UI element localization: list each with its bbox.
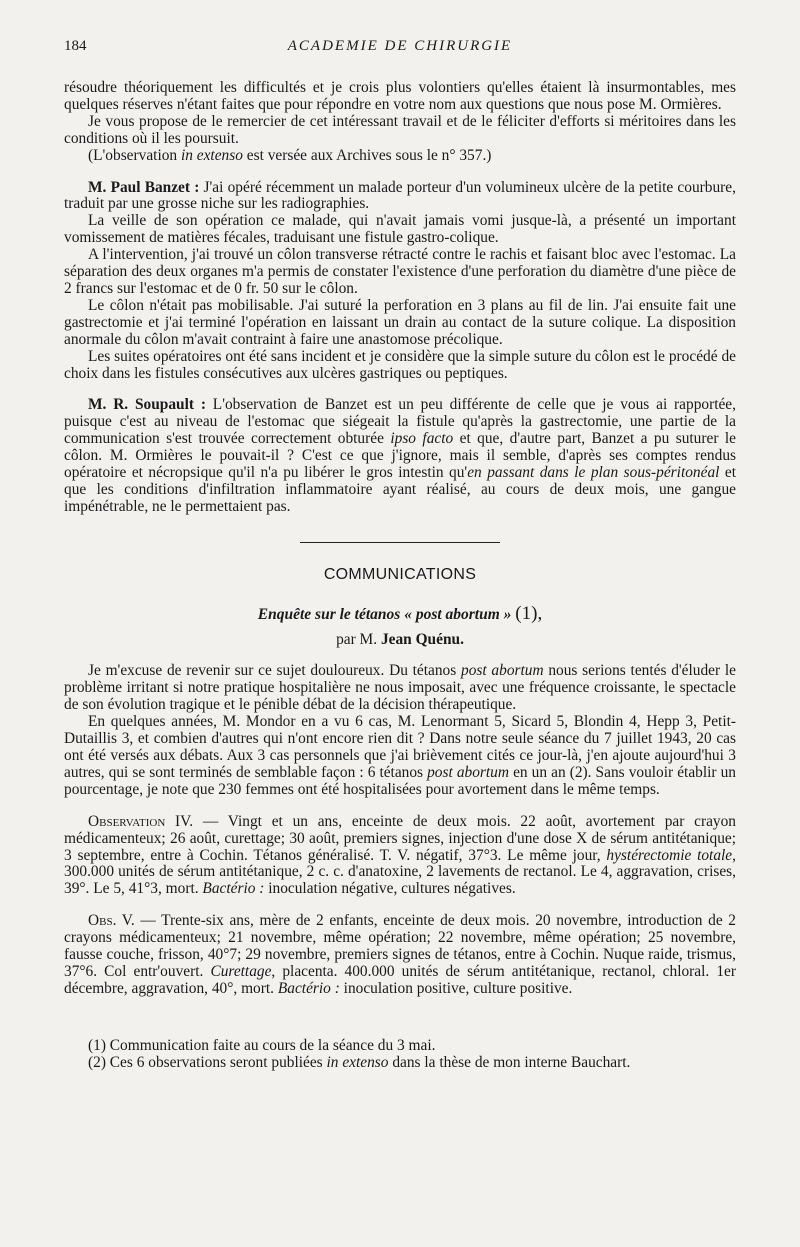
quenu-paragraph-2: En quelques années, M. Mondor en a vu 6 cas, M. Lenormant 5, Sicard 5, Blondin 4, Hepp 3, Petit-Dutaillis 3, et combien d'autres qui n'ont encore rien dit ? Dans notre seule séance du 7 juillet 1943, 20 cas ont été versés aux débats. Aux 3 cas personnels que j'ai brièvement cités ce jour-là, j'en ajoute aujourd'hui 3 autres, qui se sont terminés de semblable façon : 6 tétanos post abortum en un an (2). Sans vouloir établir un pourcentage, je note que 230 femmes ont été hospitalisées pour avortement dans le même temps. [64, 713, 736, 798]
soupault-paragraph: M. R. Soupault : L'observation de Banzet est un peu différente de celle que je vous ai rapportée, puisque c'est au niveau de l'estomac que siégeait la fistule qu'après la gastrectomie, une partie de la communication s'est trouvée correctement obturée ipso facto et que, d'autre part, Banzet a pu suturer le côlon. M. Ormières le pouvait-il ? C'est ce que j'ignore, mais il semble, d'après ses comptes rendus opératoire et nécropsique qu'il n'a pu libérer le gros intestin qu'en passant dans le plan sous-péritonéal et que les conditions d'infiltration inflammatoire ayant réalisé, au cours de deux mois, une gangue impénétrable, ne le permettaient pas. [64, 396, 736, 515]
observation-4: Observation IV. — Vingt et un ans, enceinte de deux mois. 22 août, avortement par crayon médicamenteux; 26 août, curettage; 30 août, premiers signes, injection d'une dose X de sérum antitétanique; 3 septembre, entre à Cochin. Tétanos généralisé. T. V. négatif, 37°3. Le même jour, hystérectomie totale, 300.000 unités de sérum antitétanique, 2 c. c. d'anatoxine, 2 lavements de rectanol. Le 4, aggravation, crises, 39°. Le 5, 41°3, mort. Bactério : inoculation négative, cultures négatives. [64, 812, 736, 898]
footnote-1: (1) Communication faite au cours de la séance du 3 mai. [88, 1036, 436, 1054]
footnotes [64, 1038, 736, 1072]
page-header [64, 38, 736, 60]
observation-5: Obs. V. — Trente-six ans, mère de 2 enfants, enceinte de deux mois. 20 novembre, introduction de 2 crayons médicamenteux; 21 novembre, même opération; 22 novembre, même opération; 25 novembre, fausse couche, frisson, 40°7; 29 novembre, premiers signes de tétanos, entre à Cochin. Nuque raide, trismus, 37°6. Col entr'ouvert. Curettage, placenta. 400.000 unités de sérum antitétanique, rectanol, chloral. 1er décembre, aggravation, 40°, mort. Bactério : inoculation positive, culture positive. [64, 912, 736, 997]
banzet-paragraph-3: A l'intervention, j'ai trouvé un côlon transverse rétracté contre le rachis et faisant bloc avec l'estomac. La séparation des deux organes m'a permis de constater l'existence d'une perforation du diamètre d'une pièce de 2 francs sur l'estomac et de 0 fr. 50 sur le côlon. [64, 246, 736, 297]
article-title: Enquête sur le tétanos « post abortum » (1), [257, 602, 543, 624]
section-divider [300, 542, 500, 543]
observation-label: Observation IV. [88, 812, 194, 830]
footnote-2: (2) Ces 6 observations seront publiées in extenso dans la thèse de mon interne Bauchart. [88, 1053, 631, 1071]
quenu-paragraph-1: Je m'excuse de revenir sur ce sujet douloureux. Du tétanos post abortum nous serions tentés d'éluder le problème irritant si notre pratique hospitalière ne nous imposait, avec une fréquence croissante, le spectacle de son évolution tragique et le pénible débat de la décision thérapeutique. [64, 662, 736, 714]
intro-paragraph-1: résoudre théoriquement les difficultés et je crois plus volontiers qu'elles étaient là insurmontables, mes quelques réserves n'étant faites que pour répondre en votre nom aux questions que nous pose M. Ormières. [64, 79, 736, 113]
running-title: ACADEMIE DE CHIRURGIE [287, 38, 513, 54]
section-title: COMMUNICATIONS [323, 565, 477, 583]
observation-label: Obs. V. [88, 912, 135, 930]
banzet-paragraph-4: Le côlon n'était pas mobilisable. J'ai suturé la perforation en 3 plans au fil de lin. J'ai ensuite fait une gastrectomie et j'ai terminé l'opération en laissant un drain au contact de la suture colique. La disposition anormale du côlon m'avait contraint à faire une anastomose précolique. [64, 296, 736, 348]
speaker-name: M. R. Soupault : [88, 396, 206, 414]
banzet-paragraph-5: Les suites opératoires ont été sans incident et je considère que la simple suture du côlon est le procédé de choix dans les fistules consécutives aux ulcères gastriques ou peptiques. [64, 347, 736, 382]
banzet-paragraph-1: M. Paul Banzet : J'ai opéré récemment un malade porteur d'un volumineux ulcère de la petite courbure, traduit par une grosse niche sur les radiographies. [64, 178, 736, 213]
speaker-name: M. Paul Banzet : [88, 178, 200, 196]
banzet-paragraph-2: La veille de son opération ce malade, qui n'avait jamais vomi jusque-là, a présenté un important vomissement de matières fécales, traduisant une fistule gastro-colique. [64, 212, 736, 247]
intro-paragraph-2: Je vous propose de le remercier de cet intéressant travail et de le féliciter d'efforts si méritoires dans les conditions où il les poursuit. [64, 112, 736, 147]
intro-paragraph-3: (L'observation in extenso est versée aux Archives sous le n° 357.) [88, 146, 492, 164]
footnote-marker: (1), [515, 602, 543, 624]
body-text [64, 80, 736, 1072]
page-number: 184 [64, 38, 87, 54]
article-author: par M. Jean Quénu. [336, 630, 464, 648]
